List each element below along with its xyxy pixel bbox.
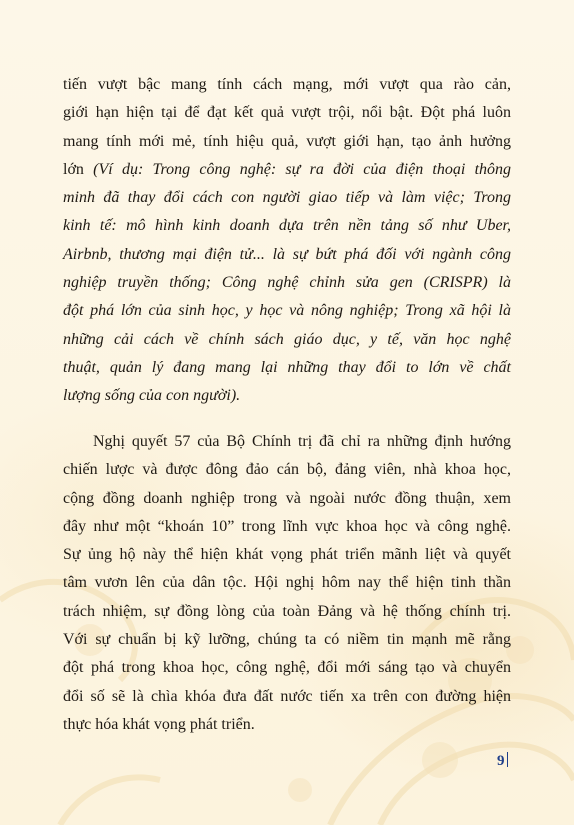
- text-line: đột phá trong khoa học, công nghệ, đổi mới sáng tạo và chuyển: [63, 659, 511, 677]
- text-line: Nghị quyết 57 của Bộ Chính trị đã chỉ ra những định hướng: [93, 433, 511, 450]
- text-line: đổi số sẽ là chìa khóa đưa đất nước tiến xa trên con đường hiện: [63, 687, 511, 705]
- text-run-italic: (Ví dụ: Trong công nghệ: sự ra đời của điện thoại thông: [93, 160, 512, 178]
- text-line: chiến lược và được đông đảo cán bộ, đảng viên, nhà khoa học,: [63, 461, 511, 479]
- text-line: cộng đồng doanh nghiệp trong và ngoài nước đồng thuận, xem: [63, 489, 511, 507]
- page-number-divider: [507, 752, 508, 767]
- text-line-italic: những cải cách về chính sách giáo dục, y tế, văn học nghệ: [63, 330, 511, 348]
- text-run-normal: lớn: [63, 160, 94, 178]
- text-line-italic: kinh tế: mô hình kinh doanh dựa trên nền tảng số như Uber,: [63, 217, 511, 235]
- text-line: mang tính mới mẻ, tính hiệu quả, vượt giới hạn, tạo ảnh hưởng: [63, 132, 511, 150]
- text-line: giới hạn hiện tại để đạt kết quả vượt trội, nổi bật. Đột phá luôn: [63, 104, 511, 122]
- text-line-italic: thuật, quản lý đang mang lại những thay đổi to lớn về chất: [63, 358, 511, 376]
- page-number: [497, 752, 508, 770]
- text-line-italic: đột phá lớn của sinh học, y học và nông nghiệp; Trong xã hội là: [63, 302, 511, 320]
- text-line: thực hóa khát vọng phát triển.: [63, 715, 255, 733]
- text-line-italic: Airbnb, thương mại điện tử... là sự bứt phá đối với ngành công: [63, 245, 511, 263]
- text-line: tâm vươn lên của dân tộc. Hội nghị hôm nay thể hiện tinh thần: [63, 574, 511, 592]
- paragraph-2: [63, 428, 511, 739]
- text-line-mixed: [63, 156, 511, 184]
- page-number-value: 9: [497, 753, 505, 769]
- text-line: tiến vượt bậc mang tính cách mạng, mới vượt qua rào cản,: [63, 76, 511, 93]
- text-line-italic: lượng sống của con người).: [63, 387, 241, 405]
- text-line-italic: minh đã thay đổi cách con người giao tiếp và làm việc; Trong: [63, 189, 511, 207]
- text-line: đây như một “khoán 10” trong lĩnh vực khoa học và công nghệ.: [63, 517, 511, 535]
- text-line: Sự ủng hộ này thể hiện khát vọng phát triển mãnh liệt và quyết: [63, 546, 511, 564]
- text-line: Với sự chuẩn bị kỹ lưỡng, chúng ta có niềm tin mạnh mẽ rằng: [63, 631, 511, 649]
- text-line: trách nhiệm, sự đồng lòng của toàn Đảng và hệ thống chính trị.: [63, 602, 511, 620]
- paragraph-1: [63, 71, 511, 411]
- text-line-italic: nghiệp truyền thống; Công nghệ chỉnh sửa gen (CRISPR) là: [63, 274, 511, 292]
